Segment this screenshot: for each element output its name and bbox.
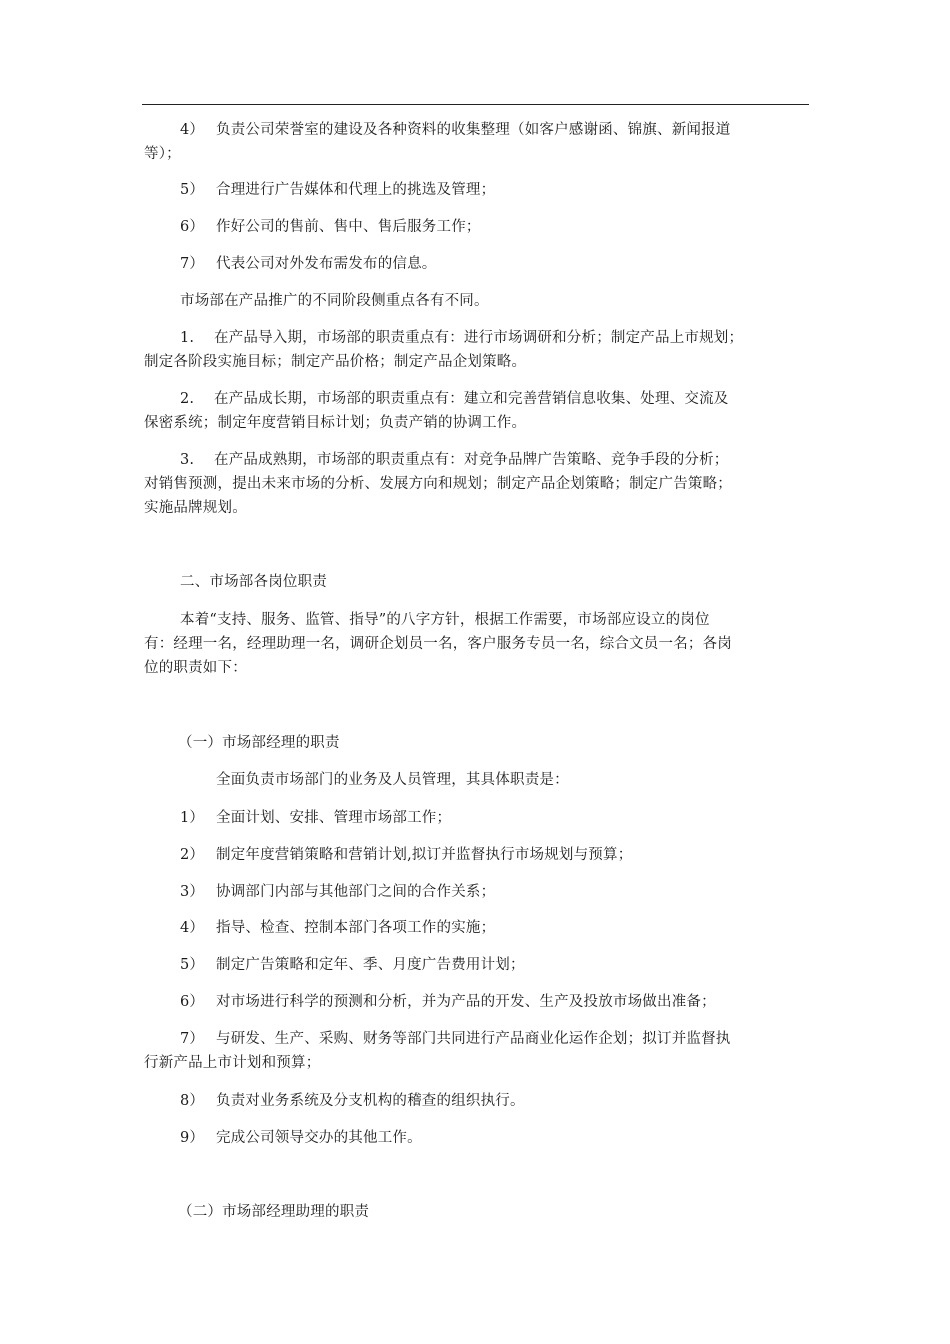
header-rule [142, 104, 809, 105]
list-number: 4） [180, 122, 205, 138]
continuation-text: 位的职责如下： [144, 660, 247, 676]
continuation-text: 对销售预测，提出未来市场的分析、发展方向和规划；制定产品企划策略；制定广告策略； [144, 476, 732, 492]
continuation-text: 等）； [144, 146, 181, 162]
subsection-heading [178, 731, 340, 755]
list-number: 6） [180, 219, 205, 235]
duty-item-4 [180, 916, 495, 940]
list-text: 制定年度营销策略和营销计划,拟订并监督执行市场规划与预算； [216, 847, 633, 863]
continuation-text: 有：经理一名，经理助理一名，调研企划员一名，客户服务专员一名，综合文员一名；各岗 [144, 636, 732, 652]
continuation-text: 实施品牌规划。 [144, 500, 247, 516]
section-heading-text: 二、市场部各岗位职责 [180, 574, 327, 590]
list-number: 6） [180, 994, 205, 1010]
stage-item-3 [180, 448, 729, 472]
duty-item-5 [180, 953, 525, 977]
list-text: 在产品成长期，市场部的职责重点有：建立和完善营销信息收集、处理、交流及 [214, 391, 729, 407]
list-number: 1. [180, 330, 195, 346]
duty-item-8 [180, 1089, 525, 1113]
continuation-line [144, 656, 247, 680]
list-number: 2. [180, 391, 195, 407]
duty-item-6 [180, 990, 716, 1014]
paragraph [180, 289, 489, 313]
continuation-text: 保密系统；制定年度营销目标计划；负责产销的协调工作。 [144, 415, 527, 431]
list-number: 5） [180, 957, 205, 973]
list-item-5 [180, 178, 495, 202]
list-text: 负责公司荣誉室的建设及各种资料的收集整理（如客户感谢函、锦旗、新闻报道 [216, 122, 731, 138]
continuation-line [144, 350, 526, 374]
list-text: 负责对业务系统及分支机构的稽查的组织执行。 [216, 1093, 525, 1109]
list-text: 完成公司领导交办的其他工作。 [216, 1130, 422, 1146]
continuation-line [144, 142, 181, 166]
continuation-line [144, 496, 247, 520]
list-text: 代表公司对外发布需发布的信息。 [216, 256, 437, 272]
list-text: 全面计划、安排、管理市场部工作； [216, 810, 452, 826]
list-number: 7） [180, 256, 205, 272]
list-text: 对市场进行科学的预测和分析，并为产品的开发、生产及投放市场做出准备； [216, 994, 716, 1010]
list-text: 协调部门内部与其他部门之间的合作关系； [216, 884, 496, 900]
subsection-heading-text: （二）市场部经理助理的职责 [178, 1204, 370, 1220]
section-heading [180, 570, 327, 594]
continuation-text: 制定各阶段实施目标；制定产品价格；制定产品企划策略。 [144, 354, 527, 370]
list-number: 5） [180, 182, 205, 198]
list-number: 2） [180, 847, 205, 863]
paragraph [180, 608, 710, 632]
list-number: 7） [180, 1031, 205, 1047]
duty-item-2 [180, 843, 632, 867]
duty-item-3 [180, 880, 495, 904]
list-item-4 [180, 118, 731, 142]
continuation-line [144, 632, 732, 656]
list-text: 在产品导入期，市场部的职责重点有：进行市场调研和分析；制定产品上市规划； [214, 330, 744, 346]
stage-item-1 [180, 326, 743, 350]
paragraph-text: 本着“支持、服务、监管、指导”的八字方针，根据工作需要，市场部应设立的岗位 [180, 612, 710, 628]
continuation-line [144, 411, 526, 435]
list-number: 3） [180, 884, 205, 900]
list-text: 与研发、生产、采购、财务等部门共同进行产品商业化运作企划；拟订并监督执 [216, 1031, 731, 1047]
stage-item-2 [180, 387, 729, 411]
paragraph [216, 768, 569, 792]
list-number: 3. [180, 452, 195, 468]
list-text: 作好公司的售前、售中、售后服务工作； [216, 219, 481, 235]
paragraph-text: 全面负责市场部门的业务及人员管理，其具体职责是： [216, 772, 569, 788]
list-text: 指导、检查、控制本部门各项工作的实施； [216, 920, 496, 936]
list-text: 制定广告策略和定年、季、月度广告费用计划； [216, 957, 525, 973]
list-number: 8） [180, 1093, 205, 1109]
duty-item-1 [180, 806, 451, 830]
list-number: 1） [180, 810, 205, 826]
continuation-line [144, 472, 732, 496]
list-item-6 [180, 215, 481, 239]
list-item-7 [180, 252, 437, 276]
duty-item-9 [180, 1126, 422, 1150]
list-text: 在产品成熟期，市场部的职责重点有：对竞争品牌广告策略、竞争手段的分析； [214, 452, 729, 468]
continuation-line [144, 1051, 320, 1075]
subsection-heading [178, 1200, 369, 1224]
duty-item-7 [180, 1027, 731, 1051]
list-number: 4） [180, 920, 205, 936]
list-text: 合理进行广告媒体和代理上的挑选及管理； [216, 182, 496, 198]
paragraph-text: 市场部在产品推广的不同阶段侧重点各有不同。 [180, 293, 489, 309]
list-number: 9） [180, 1130, 205, 1146]
continuation-text: 行新产品上市计划和预算； [144, 1055, 321, 1071]
subsection-heading-text: （一）市场部经理的职责 [178, 735, 340, 751]
